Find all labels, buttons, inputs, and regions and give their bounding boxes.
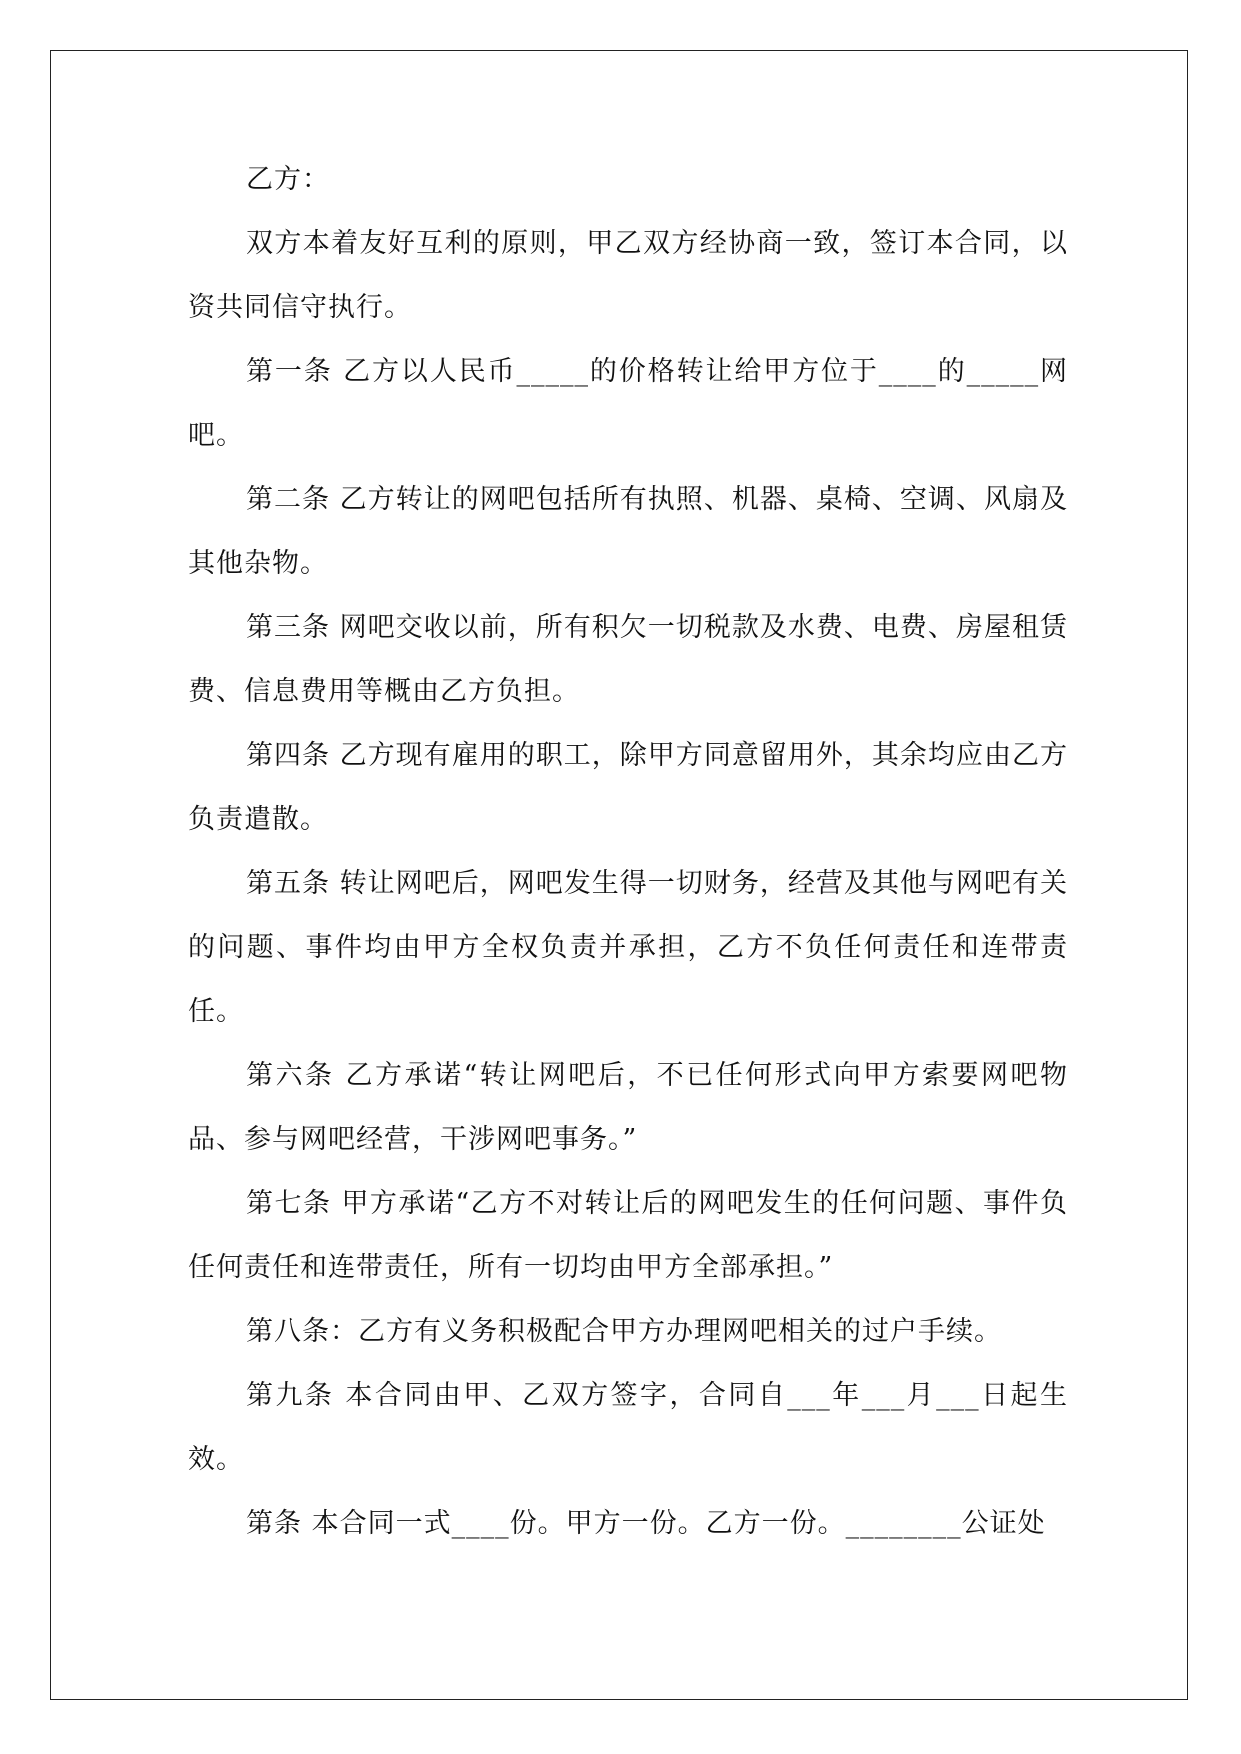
article-5: 第五条 转让网吧后，网吧发生得一切财务，经营及其他与网吧有关的问题、事件均由甲方全权负责并承担，乙方不负任何责任和连带责任。 [188, 868, 1068, 1027]
article-10: 第条 本合同一式____份。甲方一份。乙方一份。________公证处 [246, 1508, 1046, 1539]
document-body [188, 148, 1068, 1556]
article-2: 第二条 乙方转让的网吧包括所有执照、机器、桌椅、空调、风扇及其他杂物。 [188, 484, 1068, 579]
article-6: 第六条 乙方承诺“转让网吧后，不已任何形式向甲方索要网吧物品、参与网吧经营，干涉网吧事务。” [188, 1060, 1068, 1155]
article-7: 第七条 甲方承诺“乙方不对转让后的网吧发生的任何问题、事件负任何责任和连带责任，所有一切均由甲方全部承担。” [188, 1188, 1068, 1283]
preamble-paragraph: 双方本着友好互利的原则，甲乙双方经协商一致，签订本合同，以资共同信守执行。 [188, 228, 1068, 323]
article-8: 第八条：乙方有义务积极配合甲方办理网吧相关的过户手续。 [246, 1316, 1002, 1347]
article-1: 第一条 乙方以人民币_____的价格转让给甲方位于____的_____网吧。 [188, 356, 1068, 451]
article-9: 第九条 本合同由甲、乙双方签字，合同自___年___月___日起生效。 [188, 1380, 1068, 1475]
article-3: 第三条 网吧交收以前，所有积欠一切税款及水费、电费、房屋租赁费、信息费用等概由乙方负担。 [188, 612, 1068, 707]
party-b-label: 乙方： [246, 164, 330, 195]
article-4: 第四条 乙方现有雇用的职工，除甲方同意留用外，其余均应由乙方负责遣散。 [188, 740, 1068, 835]
